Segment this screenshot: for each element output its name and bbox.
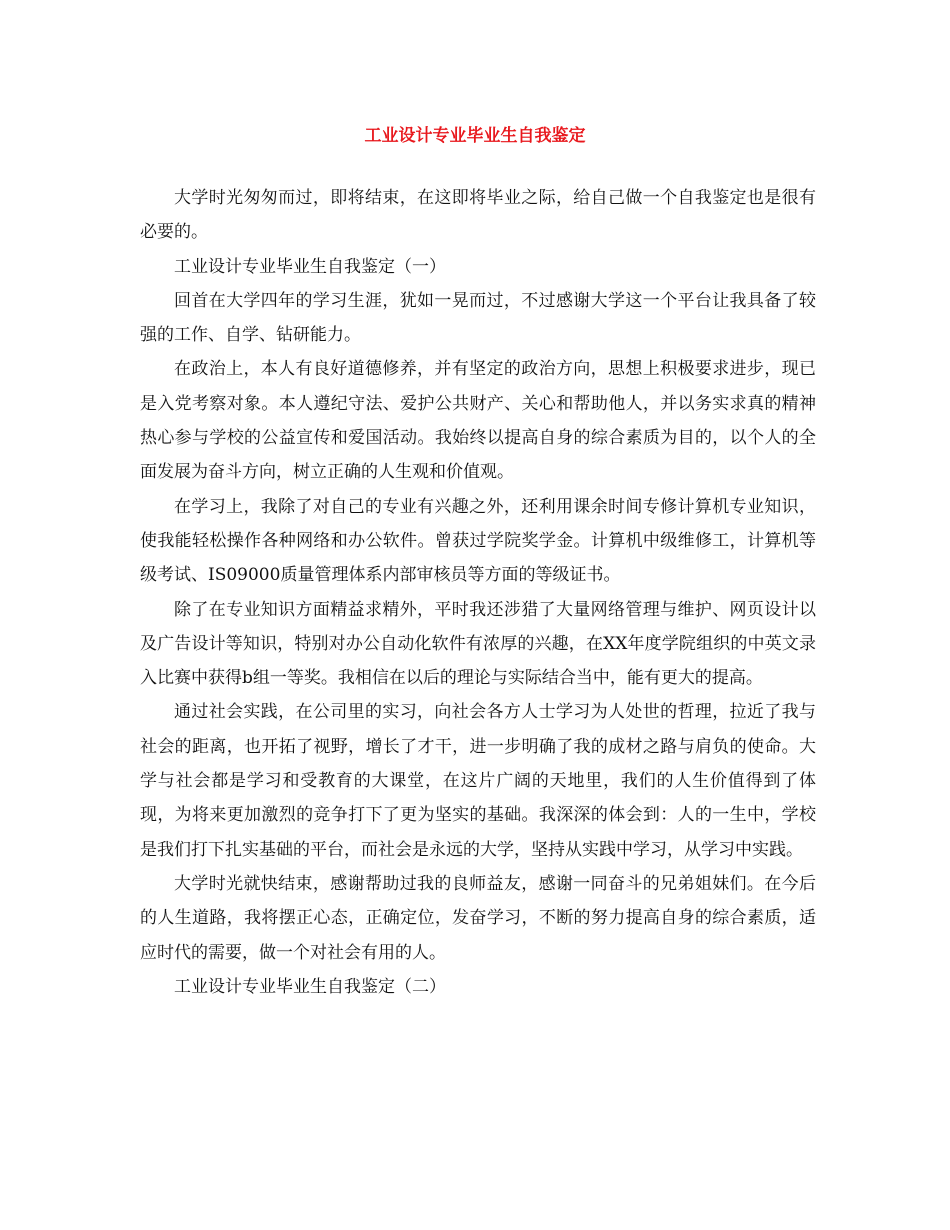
document-body xyxy=(140,181,816,1004)
page-title: 工业设计专业毕业生自我鉴定 xyxy=(364,126,586,146)
paragraph-practice: 通过社会实践，在公司里的实习，向社会各方人士学习为人处世的哲理，拉近了我与社会的距离，也开拓了视野，增长了才干，进一步明确了我的成材之路与肩负的使命。大学与社会都是学习和受教育的大课堂，在这片广阔的天地里，我们的人生价值得到了体现，为将来更加激烈的竞争打下了更为坚实的基础。我深深的体会到：人的一生中，学校是我们打下扎实基础的平台，而社会是永远的大学，坚持从实践中学习，从学习中实践。 xyxy=(140,702,816,860)
paragraph-politics: 在政治上，本人有良好道德修养，并有坚定的政治方向，思想上积极要求进步，现已是入党考察对象。本人遵纪守法、爱护公共财产、关心和帮助他人，并以务实求真的精神热心参与学校的公益宣传和爱国活动。我始终以提高自身的综合素质为目的，以个人的全面发展为奋斗方向，树立正确的人生观和价值观。 xyxy=(140,359,816,483)
section-heading-one: 工业设计专业毕业生自我鉴定（一） xyxy=(174,256,446,277)
paragraph-intro: 大学时光匆匆而过，即将结束，在这即将毕业之际，给自己做一个自我鉴定也是很有必要的。 xyxy=(140,188,816,243)
section-heading-two: 工业设计专业毕业生自我鉴定（二） xyxy=(174,976,446,997)
paragraph-closing: 大学时光就快结束，感谢帮助过我的良师益友，感谢一同奋斗的兄弟姐妹们。在今后的人生道路，我将摆正心态，正确定位，发奋学习，不断的努力提高自身的综合素质，适应时代的需要，做一个对社会有用的人。 xyxy=(140,873,816,963)
paragraph-study: 在学习上，我除了对自己的专业有兴趣之外，还利用课余时间专修计算机专业知识，使我能轻松操作各种网络和办公软件。曾获过学院奖学金。计算机中级维修工，计算机等级考试、IS09000质量管理体系内部审核员等方面的等级证书。 xyxy=(140,496,816,586)
paragraph-skills: 除了在专业知识方面精益求精外，平时我还涉猎了大量网络管理与维护、网页设计以及广告设计等知识，特别对办公自动化软件有浓厚的兴趣，在XX年度学院组织的中英文录入比赛中获得b组一等奖。我相信在以后的理论与实际结合当中，能有更大的提高。 xyxy=(140,599,816,689)
paragraph-review: 回首在大学四年的学习生涯，犹如一晃而过，不过感谢大学这一个平台让我具备了较强的工作、自学、钻研能力。 xyxy=(140,290,816,346)
